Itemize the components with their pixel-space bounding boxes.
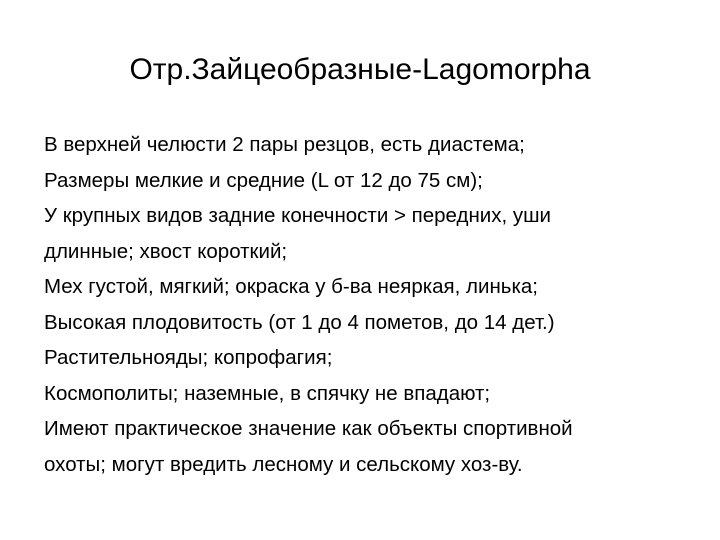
slide-title: Отр.Зайцеобразные-Lagomorpha [129, 53, 591, 86]
body-line: У крупных видов задние конечности > передних, уши [44, 204, 552, 227]
body-line: длинные; хвост короткий; [44, 239, 288, 263]
body-line: Растительнояды; копрофагия; [44, 346, 333, 369]
body-line: Высокая плодовитость (от 1 до 4 пометов, до 14 дет.) [44, 310, 555, 334]
body-line: охоты; могут вредить лесному и сельскому хоз-ву. [44, 452, 523, 476]
body-line: Мех густой, мягкий; окраска у б-ва неяркая, линька; [44, 275, 538, 298]
body-line: Космополиты; наземные, в спячку не впадают; [44, 381, 491, 405]
body-line: Размеры мелкие и средние (L от 12 до 75 см); [44, 168, 483, 192]
body-line: В верхней челюсти 2 пары резцов, есть диастема; [44, 133, 525, 156]
body-line: Имеют практическое значение как объекты спортивной [44, 417, 573, 440]
slide-body [44, 127, 704, 482]
